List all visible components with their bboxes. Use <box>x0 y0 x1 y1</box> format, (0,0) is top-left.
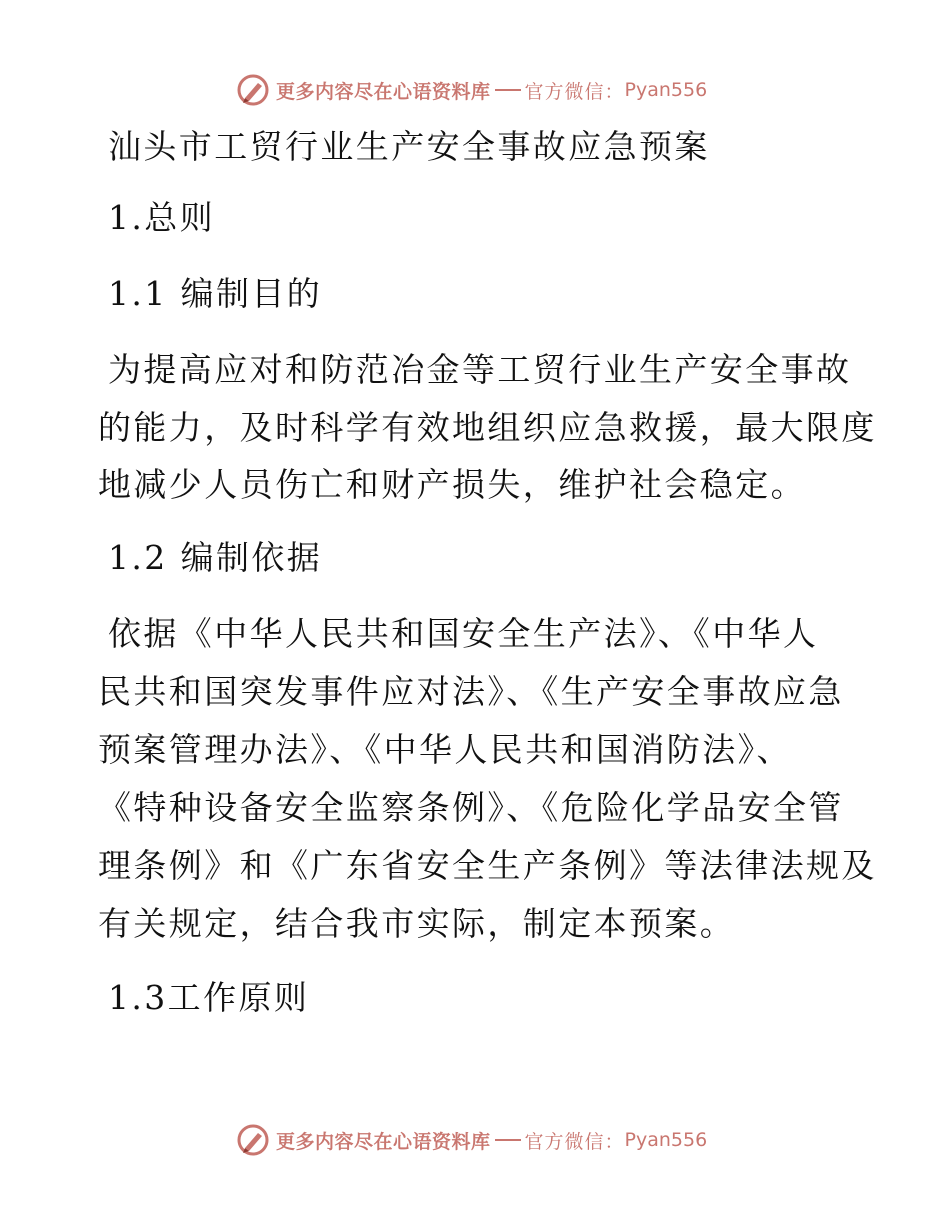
paragraph-1-1-line-1: 为提高应对和防范冶金等工贸行业生产安全事故 <box>108 350 852 389</box>
watermark-id-text: Pyan556 <box>624 1129 708 1151</box>
paragraph-1-2-line-4: 《特种设备安全监察条例》、《危险化学品安全管 <box>98 788 844 827</box>
paragraph-1-1-line-2: 的能力，及时科学有效地组织应急救援，最大限度 <box>98 408 877 447</box>
section-heading-1: 1.总则 <box>108 198 216 237</box>
paragraph-1-2-line-5: 理条例》和《广东省安全生产条例》等法律法规及 <box>98 846 877 885</box>
paragraph-1-2-line-3: 预案管理办法》、《中华人民共和国消防法》、 <box>98 730 792 769</box>
footer-watermark <box>236 1122 707 1158</box>
section-heading-1-2: 1.2 编制依据 <box>108 538 323 577</box>
watermark-dash <box>495 1139 521 1141</box>
paragraph-1-1-line-3: 地减少人员伤亡和财产损失，维护社会稳定。 <box>98 465 806 504</box>
paragraph-1-2-line-2: 民共和国突发事件应对法》、《生产安全事故应急 <box>98 672 844 711</box>
watermark-main-text: 更多内容尽在心语资料库 <box>276 1130 491 1153</box>
section-heading-1-1: 1.1 编制目的 <box>108 274 323 313</box>
watermark-id-text: Pyan556 <box>624 79 708 101</box>
pen-circle-logo-icon <box>236 73 270 107</box>
watermark-dash <box>495 89 521 91</box>
document-title: 汕头市工贸行业生产安全事故应急预案 <box>108 127 710 166</box>
pen-circle-logo-icon <box>236 1123 270 1157</box>
paragraph-1-2-line-1: 依据《中华人民共和国安全生产法》、《中华人 <box>108 614 819 653</box>
paragraph-1-2-line-6: 有关规定，结合我市实际，制定本预案。 <box>98 904 736 943</box>
watermark-main-text: 更多内容尽在心语资料库 <box>276 80 491 103</box>
header-watermark <box>236 72 707 108</box>
watermark-sub-text: 官方微信： <box>524 80 625 103</box>
section-heading-1-3: 1.3工作原则 <box>108 978 310 1017</box>
watermark-sub-text: 官方微信： <box>524 1130 625 1153</box>
